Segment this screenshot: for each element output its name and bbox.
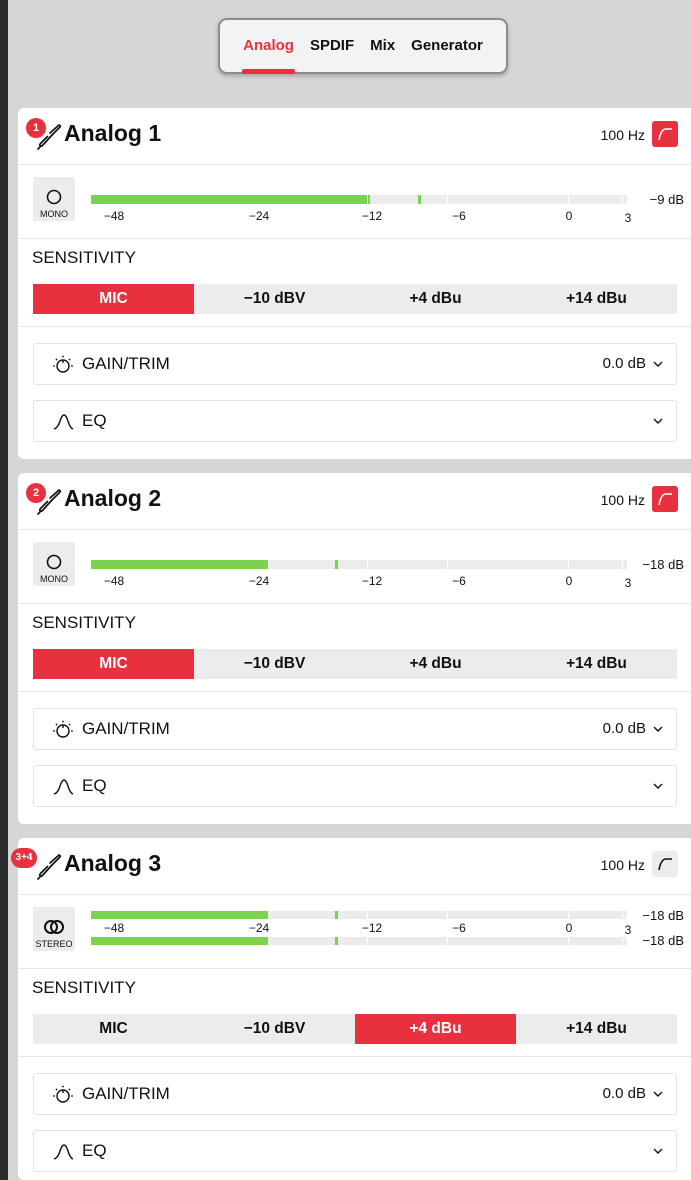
eq-curve-icon [52,412,74,432]
gain-knob-icon [52,720,74,740]
sensitivity-selector [33,1014,677,1044]
meter-tick: −24 [248,209,270,223]
card-header [15,838,691,895]
window-left-border [0,0,8,1180]
meter-tick: −48 [103,574,125,588]
level-readout-right: −18 dB [642,933,684,948]
meter-tick: −48 [103,209,125,223]
eq-curve-icon [52,1142,74,1162]
channel-title: Analog 2 [64,485,162,511]
level-meter-row [18,530,691,604]
eq-expander[interactable] [33,400,677,442]
level-meter-bar-left [91,911,627,919]
channel-mode-label: MONO [40,209,68,219]
level-meter-row [18,165,691,239]
card-header [18,473,691,530]
highpass-curve-icon [652,121,678,147]
sensitivity-option-plus4dbu[interactable]: +4 dBu [355,1014,516,1044]
mono-stereo-toggle[interactable] [33,542,75,586]
gain-trim-expander[interactable] [33,343,677,385]
meter-tick: 3 [624,211,632,225]
chevron-down-icon [653,782,663,790]
meter-tick: −24 [248,921,270,935]
meter-tick: −12 [361,921,383,935]
meter-divider [622,937,623,945]
meter-divider [622,560,623,569]
highpass-frequency: 100 Hz [600,127,645,143]
chevron-down-icon [653,1147,663,1155]
gain-trim-expander[interactable] [33,708,677,750]
meter-divider [622,911,623,919]
sensitivity-option-minus10dbv[interactable]: −10 dBV [243,1020,306,1037]
channel-card-analog-2 [18,473,691,824]
sensitivity-selector [33,284,677,314]
channel-number-badge: 3+4 [11,848,37,868]
meter-tick: 0 [565,574,573,588]
highpass-filter-toggle[interactable] [652,121,678,147]
highpass-filter-toggle[interactable] [652,486,678,512]
meter-divider [367,195,368,204]
meter-tick: 3 [624,576,632,590]
sensitivity-option-minus10dbv[interactable]: −10 dBV [243,290,306,307]
eq-expander[interactable] [33,765,677,807]
meter-tick: −6 [452,921,466,935]
meter-tick: 0 [565,209,573,223]
sensitivity-title: SENSITIVITY [32,978,136,997]
tab-generator[interactable]: Generator [411,37,483,54]
meter-divider [447,195,448,204]
level-meter-fill [91,195,370,204]
tab-mix[interactable]: Mix [370,37,396,54]
meter-divider [568,560,569,569]
meter-tick: −12 [361,574,383,588]
meter-divider [447,937,448,945]
sensitivity-option-mic[interactable]: MIC [33,649,194,679]
level-meter-bar [91,560,627,569]
chevron-down-icon [653,360,663,368]
gain-trim-label: GAIN/TRIM [82,719,170,738]
channel-number-badge: 1 [26,118,46,138]
highpass-curve-icon [652,486,678,512]
level-meter-fill [91,560,268,569]
sensitivity-title: SENSITIVITY [32,613,136,632]
tab-analog[interactable]: Analog [242,18,295,74]
highpass-filter-toggle[interactable] [652,851,678,877]
meter-divider [367,937,368,945]
gain-trim-value: 0.0 dB [602,1085,646,1102]
mono-stereo-toggle[interactable] [33,177,75,221]
level-meter-bar-right [91,937,627,945]
sensitivity-option-plus14dbu[interactable]: +14 dBu [566,290,627,307]
meter-divider [568,937,569,945]
sensitivity-option-plus4dbu[interactable]: +4 dBu [409,290,462,307]
gain-knob-icon [52,355,74,375]
divider [18,691,691,692]
peak-hold-marker [335,560,338,569]
sensitivity-option-mic[interactable]: MIC [33,284,194,314]
level-readout: −9 dB [649,192,684,207]
gain-trim-expander[interactable] [33,1073,677,1115]
chevron-down-icon [653,725,663,733]
sensitivity-option-plus14dbu[interactable]: +14 dBu [566,655,627,672]
sensitivity-option-plus4dbu[interactable]: +4 dBu [409,655,462,672]
mono-circle-icon [33,546,75,576]
tab-spdif[interactable]: SPDIF [309,37,355,54]
eq-curve-icon [52,777,74,797]
meter-divider [568,911,569,919]
mono-stereo-toggle[interactable] [33,907,75,951]
meter-divider [447,911,448,919]
instrument-jack-icon [35,487,63,515]
level-meter-row [18,895,691,969]
level-meter-fill [91,937,268,945]
card-header [18,108,691,165]
meter-divider [622,195,623,204]
gain-knob-icon [52,1085,74,1105]
meter-tick: 0 [565,921,573,935]
gain-trim-label: GAIN/TRIM [82,1084,170,1103]
meter-tick: −48 [103,921,125,935]
channel-title: Analog 3 [64,850,162,876]
eq-label: EQ [82,411,107,430]
meter-tick: −6 [452,209,466,223]
sensitivity-selector [33,649,677,679]
level-meter-fill [91,911,268,919]
level-meter-bar [91,195,627,204]
mono-circle-icon [33,181,75,211]
meter-divider [367,560,368,569]
channel-number-badge: 2 [26,483,46,503]
highpass-curve-icon [652,851,678,877]
tab-bar [218,18,508,74]
peak-hold-marker [335,911,338,919]
level-readout: −18 dB [642,557,684,572]
chevron-down-icon [653,1090,663,1098]
meter-divider [568,195,569,204]
stereo-rings-icon [33,911,75,941]
sensitivity-option-plus14dbu[interactable]: +14 dBu [566,1020,627,1037]
level-readout-left: −18 dB [642,908,684,923]
meter-tick: −24 [248,574,270,588]
top-bar [8,0,691,100]
gain-trim-label: GAIN/TRIM [82,354,170,373]
chevron-down-icon [653,417,663,425]
channel-title: Analog 1 [64,120,162,146]
gain-trim-value: 0.0 dB [602,720,646,737]
channel-card-analog-1 [18,108,691,459]
sensitivity-option-mic[interactable]: MIC [99,1020,128,1037]
highpass-frequency: 100 Hz [600,492,645,508]
instrument-jack-icon [35,852,63,880]
meter-divider [367,911,368,919]
eq-label: EQ [82,1141,107,1160]
peak-hold-marker [335,937,338,945]
divider [18,1056,691,1057]
eq-expander[interactable] [33,1130,677,1172]
divider [18,326,691,327]
peak-hold-marker [418,195,421,204]
meter-tick: −6 [452,574,466,588]
eq-label: EQ [82,776,107,795]
highpass-frequency: 100 Hz [600,857,645,873]
sensitivity-option-minus10dbv[interactable]: −10 dBV [243,655,306,672]
channel-card-analog-3 [15,838,691,1180]
sensitivity-title: SENSITIVITY [32,248,136,267]
meter-divider [447,560,448,569]
gain-trim-value: 0.0 dB [602,355,646,372]
instrument-jack-icon [35,122,63,150]
channel-mode-label: MONO [40,574,68,584]
channel-mode-label: STEREO [35,939,73,949]
meter-tick: −12 [361,209,383,223]
meter-tick: 3 [624,923,632,937]
